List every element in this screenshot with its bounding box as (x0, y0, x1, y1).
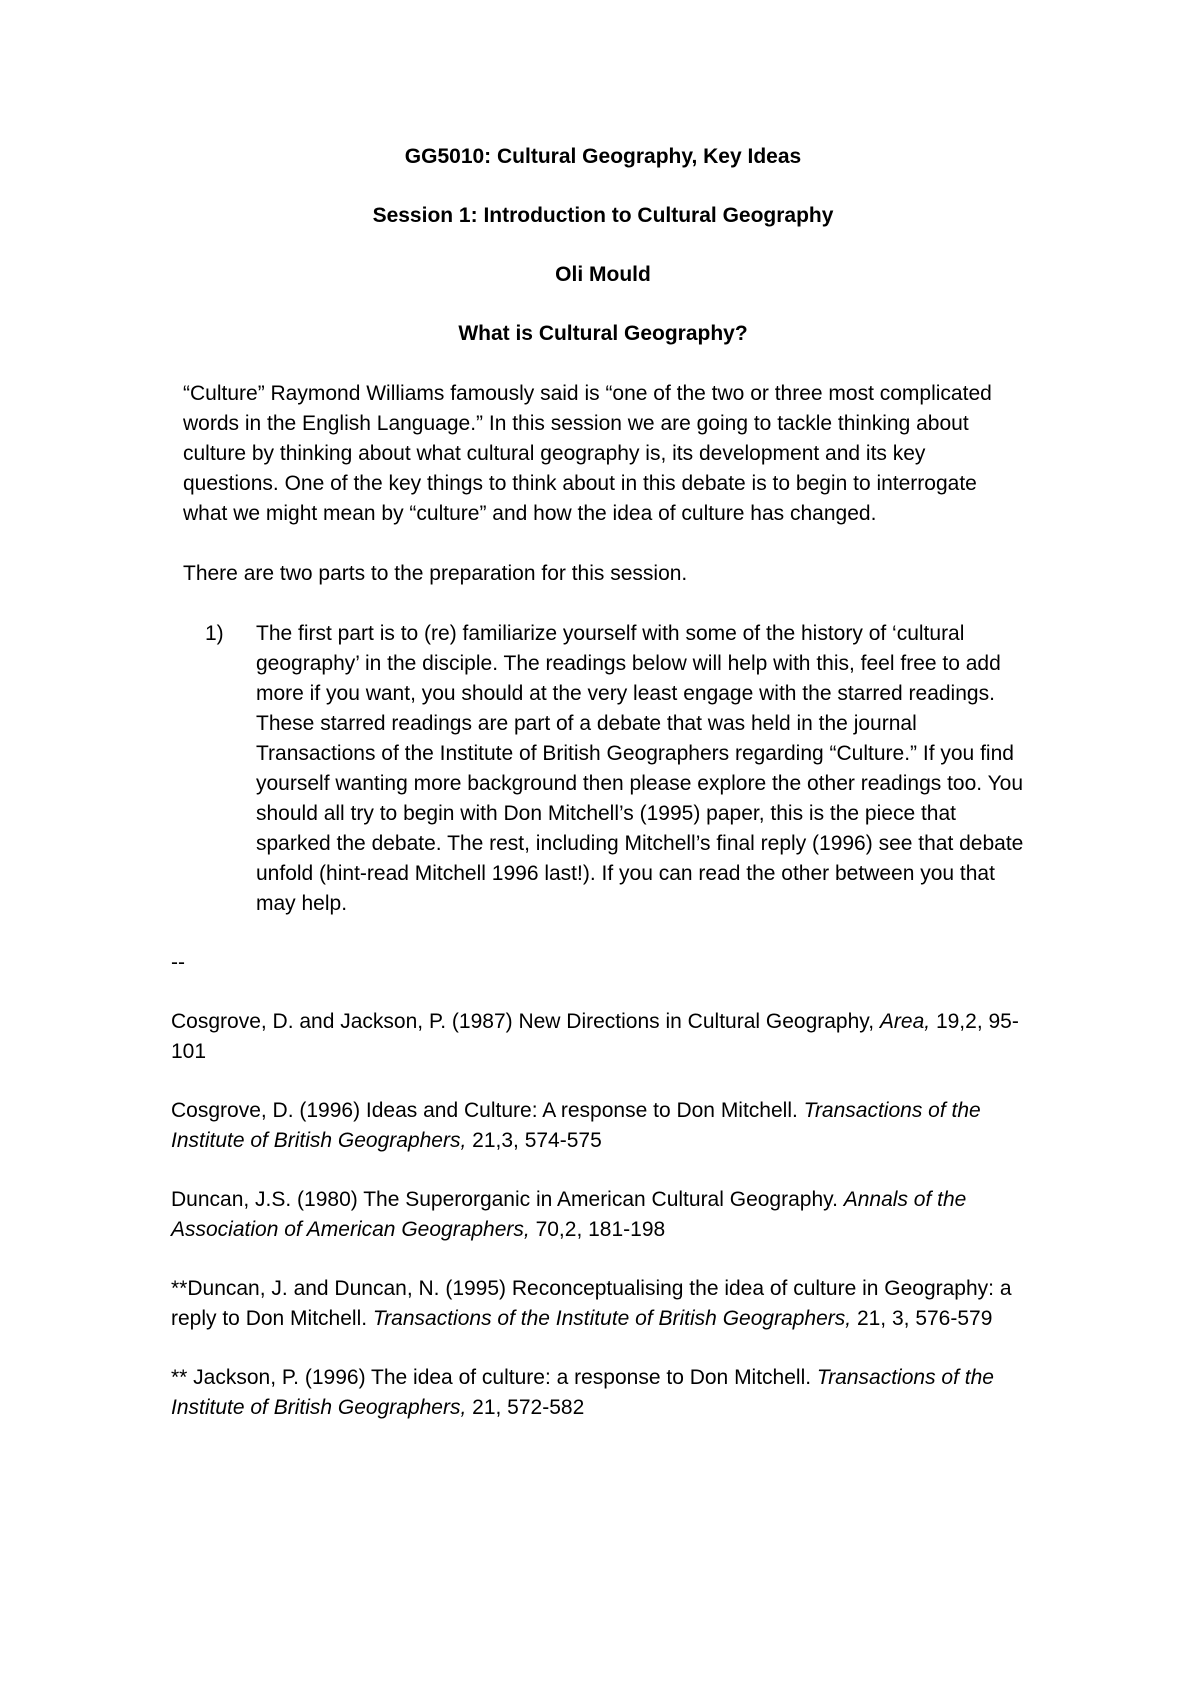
course-title: GG5010: Cultural Geography, Key Ideas (404, 145, 802, 168)
reference-source: Transactions of the Institute of British Geographers, (171, 1099, 981, 1152)
reference-details: 21,3, 574-575 (466, 1129, 602, 1152)
reference-text: Cosgrove, D. and Jackson, P. (1987) New Directions in Cultural Geography, (171, 1010, 880, 1033)
document-content (171, 142, 1043, 1423)
section-title: What is Cultural Geography? (458, 322, 748, 345)
author-name: Oli Mould (555, 263, 651, 286)
reference-source: Transactions of the Institute of British Geographers, (171, 1366, 994, 1419)
reference-details: 21, 572-582 (466, 1396, 585, 1419)
reference-text: ** Jackson, P. (1996) The idea of culture: a response to Don Mitchell. (171, 1366, 817, 1389)
reference-item (171, 1185, 1051, 1245)
reference-source: Annals of the Association of American Geographers, (171, 1188, 967, 1241)
reference-source: Area, (879, 1010, 931, 1033)
reference-item (171, 1274, 1051, 1334)
numbered-list-item (183, 619, 1036, 919)
reference-list (171, 1007, 1051, 1423)
reference-text: **Duncan, J. and Duncan, N. (1995) Reconceptualising the idea of culture in Geography: a reply to Don Mitchell. (171, 1277, 1012, 1330)
divider-dashes: -- (171, 951, 185, 974)
list-item-number: 1) (205, 622, 224, 645)
reference-details: 19,2, 95-101 (171, 1010, 1019, 1063)
reference-text: Cosgrove, D. (1996) Ideas and Culture: A response to Don Mitchell. (171, 1099, 804, 1122)
reference-details: 70,2, 181-198 (529, 1218, 666, 1241)
reference-text: Duncan, J.S. (1980) The Superorganic in American Cultural Geography. (171, 1188, 844, 1211)
reference-details: 21, 3, 576-579 (851, 1307, 993, 1330)
list-item-text: The first part is to (re) familiarize yourself with some of the history of ‘cultural geography’ in the disciple. The readings below will help with this, feel free to add more if you want, you should at the very least engage with the starred readings. These starred readings are part of a debate that was held in the journal Transactions of the Institute of British Geographers regarding “Culture.” If you find yourself wanting more background then please explore the other readings too. You should all try to begin with Don Mitchell’s (1995) paper, this is the piece that sparked the debate. The rest, including Mitchell’s final reply (1996) see that debate unfold (hint-read Mitchell 1996 last!). If you can read the other between you that may help. (256, 622, 1024, 915)
reference-source: Transactions of the Institute of British Geographers, (372, 1307, 852, 1330)
session-title: Session 1: Introduction to Cultural Geography (372, 204, 834, 227)
reference-item (171, 1363, 1051, 1423)
preparation-intro: There are two parts to the preparation for this session. (183, 562, 688, 585)
intro-paragraph: “Culture” Raymond Williams famously said is “one of the two or three most complicated words in the English Language.” In this session we are going to tackle thinking about culture by thinking about what cultural geography is, its development and its key questions. One of the key things to think about in this debate is to begin to interrogate what we might mean by “culture” and how the idea of culture has changed. (183, 382, 992, 525)
reference-item (171, 1096, 1051, 1156)
reference-item (171, 1007, 1051, 1067)
